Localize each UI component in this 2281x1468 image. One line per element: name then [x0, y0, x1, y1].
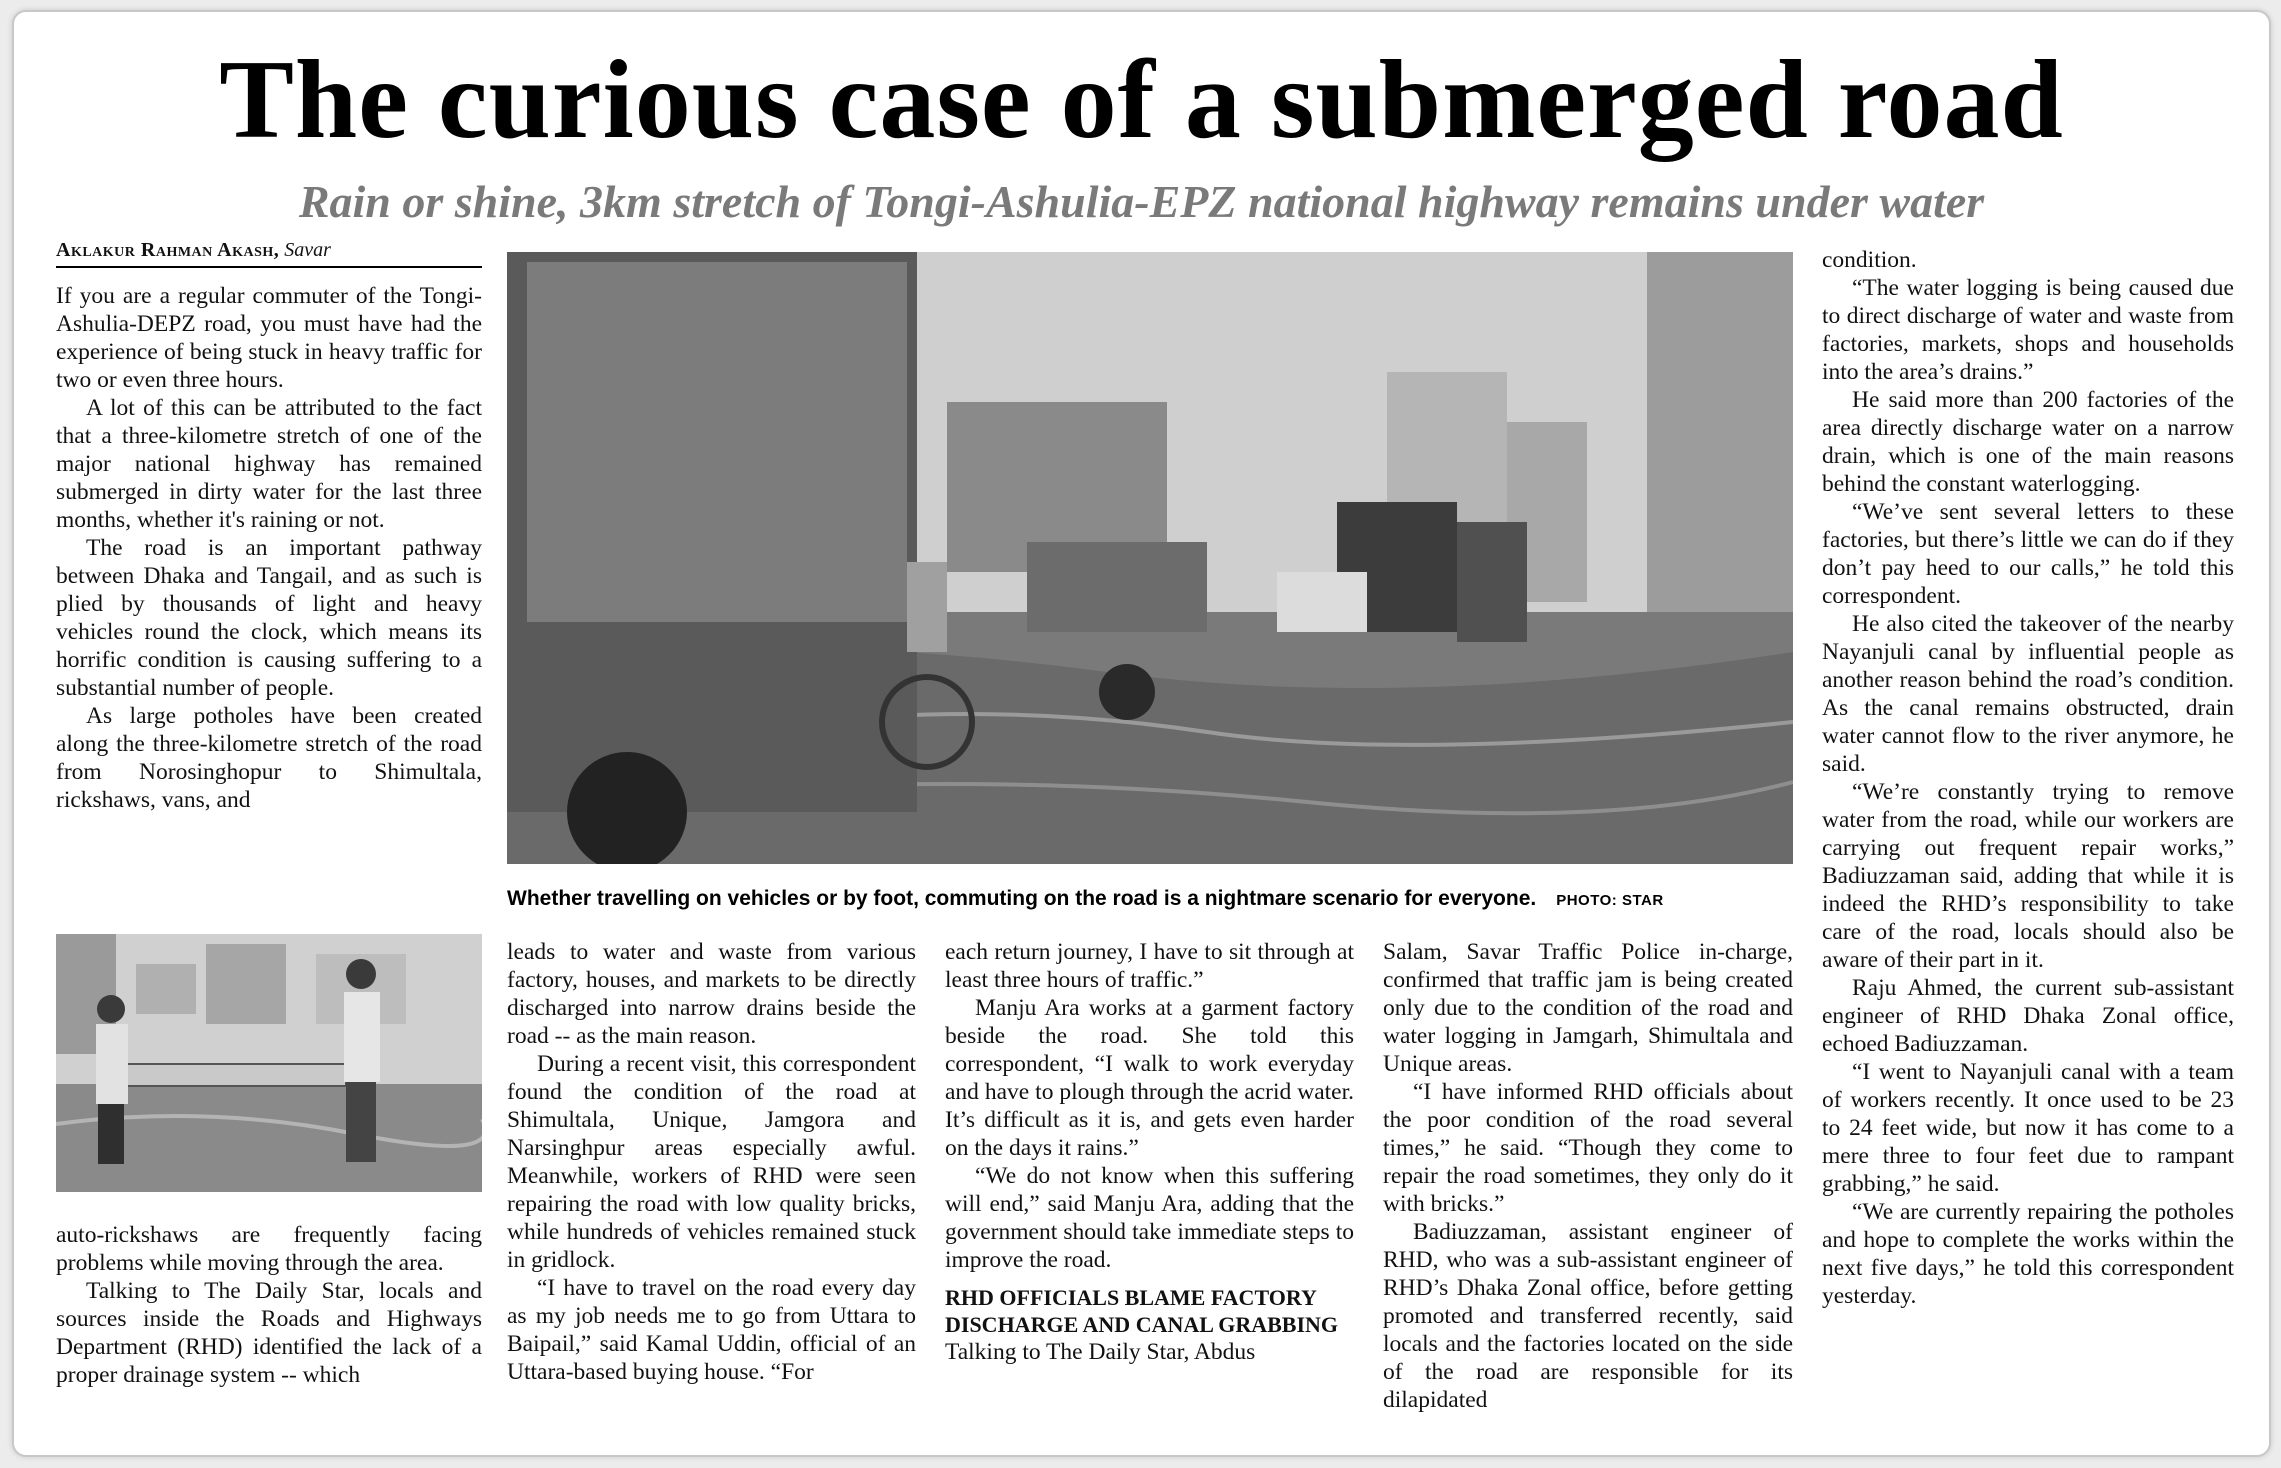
- paragraph: Salam, Savar Traffic Police in-charge, confirmed that traffic jam is being created only due to the condition of the road and water logging in Jamgarh, Shimultala and Unique areas.: [1383, 939, 1793, 1077]
- author-name: Aklakur Rahman Akash,: [56, 239, 280, 261]
- newspaper-page: [12, 10, 2271, 1457]
- paragraph: “We’re constantly trying to remove water from the road, while our workers are carrying out frequent repair works,” Badiuzzaman said, adding that while it is indeed the RHD’s responsibility to take care of the road, locals should also be aware of their part in it.: [1822, 779, 2234, 973]
- paragraph: If you are a regular commuter of the Tongi-Ashulia-DEPZ road, you must have had the experience of being stuck in heavy traffic for two or even three hours.: [56, 283, 482, 393]
- headline: The curious case of a submerged road: [219, 38, 2064, 162]
- paragraph: Talking to The Daily Star, locals and sources inside the Roads and Highways Department (RHD) identified the lack of a proper drainage system -- which: [56, 1278, 482, 1388]
- paragraph: auto-rickshaws are frequently facing problems while moving through the area.: [56, 1222, 482, 1276]
- paragraph: “We do not know when this suffering will end,” said Manju Ara, adding that the government should take immediate steps to improve the road.: [945, 1163, 1354, 1273]
- paragraph: “I have informed RHD officials about the poor condition of the road several times,” he said. “Though they come to repair the road sometimes, they only do it with bricks.”: [1383, 1079, 1793, 1217]
- workers-photo: [56, 934, 482, 1192]
- paragraph: condition.: [1822, 247, 1917, 273]
- paragraph: The road is an important pathway between Dhaka and Tangail, and as such is plied by thousands of light and heavy vehicles round the clock, which means its horrific condition is causing suffering to a substantial number of people.: [56, 535, 482, 701]
- photo-credit: PHOTO: STAR: [1556, 892, 1664, 909]
- flooded-road-icon: [507, 252, 1793, 864]
- byline: [56, 237, 482, 268]
- paragraph: each return journey, I have to sit through at least three hours of traffic.”: [945, 939, 1354, 993]
- column-1-bottom: [56, 1221, 482, 1389]
- column-2: [507, 938, 916, 1386]
- paragraph: leads to water and waste from various factory, houses, and markets to be directly discharged into narrow drains beside the road -- as the main reason.: [507, 939, 916, 1049]
- paragraph: “We are currently repairing the potholes and hope to complete the works within the next five days,” he told this correspondent yesterday.: [1822, 1199, 2234, 1309]
- author-location: Savar: [284, 239, 331, 261]
- paragraph: A lot of this can be attributed to the fact that a three-kilometre stretch of one of the major national highway has remained submerged in dirty water for the last three months, whether it's raining or not.: [56, 395, 482, 533]
- caption-text: Whether travelling on vehicles or by foot, commuting on the road is a nightmare scenario for everyone.: [507, 887, 1537, 910]
- column-1-top: [56, 282, 482, 814]
- flooded-road-photo: [507, 252, 1793, 864]
- paragraph: During a recent visit, this correspondent found the condition of the road at Shimultala, Unique, Jamgora and Narsinghpur areas especially awful. Meanwhile, workers of RHD were seen repairing the road with low quality bricks, while hundreds of vehicles remained stuck in gridlock.: [507, 1051, 916, 1273]
- paragraph: “I went to Nayanjuli canal with a team of workers recently. It once used to be 23 to 24 feet wide, but now it has come to a mere three to four feet due to rampant grabbing,” he said.: [1822, 1059, 2234, 1197]
- column-5: [1822, 246, 2234, 1310]
- workers-carrying-bricks-icon: [56, 934, 482, 1192]
- paragraph: “I have to travel on the road every day as my job needs me to go from Uttara to Baipail,” said Kamal Uddin, official of an Uttara-based buying house. “For: [507, 1275, 916, 1385]
- paragraph: He also cited the takeover of the nearby Nayanjuli canal by influential people as another reason behind the road’s condition. As the canal remains obstructed, drain water cannot flow to the river anymore, he said.: [1822, 611, 2234, 777]
- column-4: [1383, 938, 1793, 1414]
- paragraph: “The water logging is being caused due to direct discharge of water and waste from factories, markets, shops and households into the area’s drains.”: [1822, 275, 2234, 385]
- paragraph: “We’ve sent several letters to these factories, but there’s little we can do if they don’t pay heed to our calls,” he told this correspondent.: [1822, 499, 2234, 609]
- paragraph: Manju Ara works at a garment factory beside the road. She told this correspondent, “I walk to work everyday and have to plough through the acrid water. It’s difficult as it is, and gets even harder on the days it rains.”: [945, 995, 1354, 1161]
- column-3: [945, 938, 1354, 1366]
- photo-caption: [507, 885, 1793, 915]
- section-subhead: RHD OFFICIALS BLAME FACTORY DISCHARGE AND CANAL GRABBING: [945, 1285, 1339, 1337]
- paragraph: Badiuzzaman, assistant engineer of RHD, who was a sub-assistant engineer of RHD’s Dhaka Zonal office, before getting promoted and transferred recently, said locals and the factories located on the side of the road are responsible for its dilapidated: [1383, 1219, 1793, 1413]
- paragraph: Raju Ahmed, the current sub-assistant engineer of RHD Dhaka Zonal office, echoed Badiuzzaman.: [1822, 975, 2234, 1057]
- paragraph: Talking to The Daily Star, Abdus: [945, 1339, 1256, 1365]
- paragraph: He said more than 200 factories of the area directly discharge water on a narrow drain, which is one of the main reasons behind the constant waterlogging.: [1822, 387, 2234, 497]
- subheadline: Rain or shine, 3km stretch of Tongi-Ashulia-EPZ national highway remains under water: [298, 176, 1985, 227]
- paragraph: As large potholes have been created along the three-kilometre stretch of the road from Norosinghopur to Shimultala, rickshaws, vans, and: [56, 703, 482, 813]
